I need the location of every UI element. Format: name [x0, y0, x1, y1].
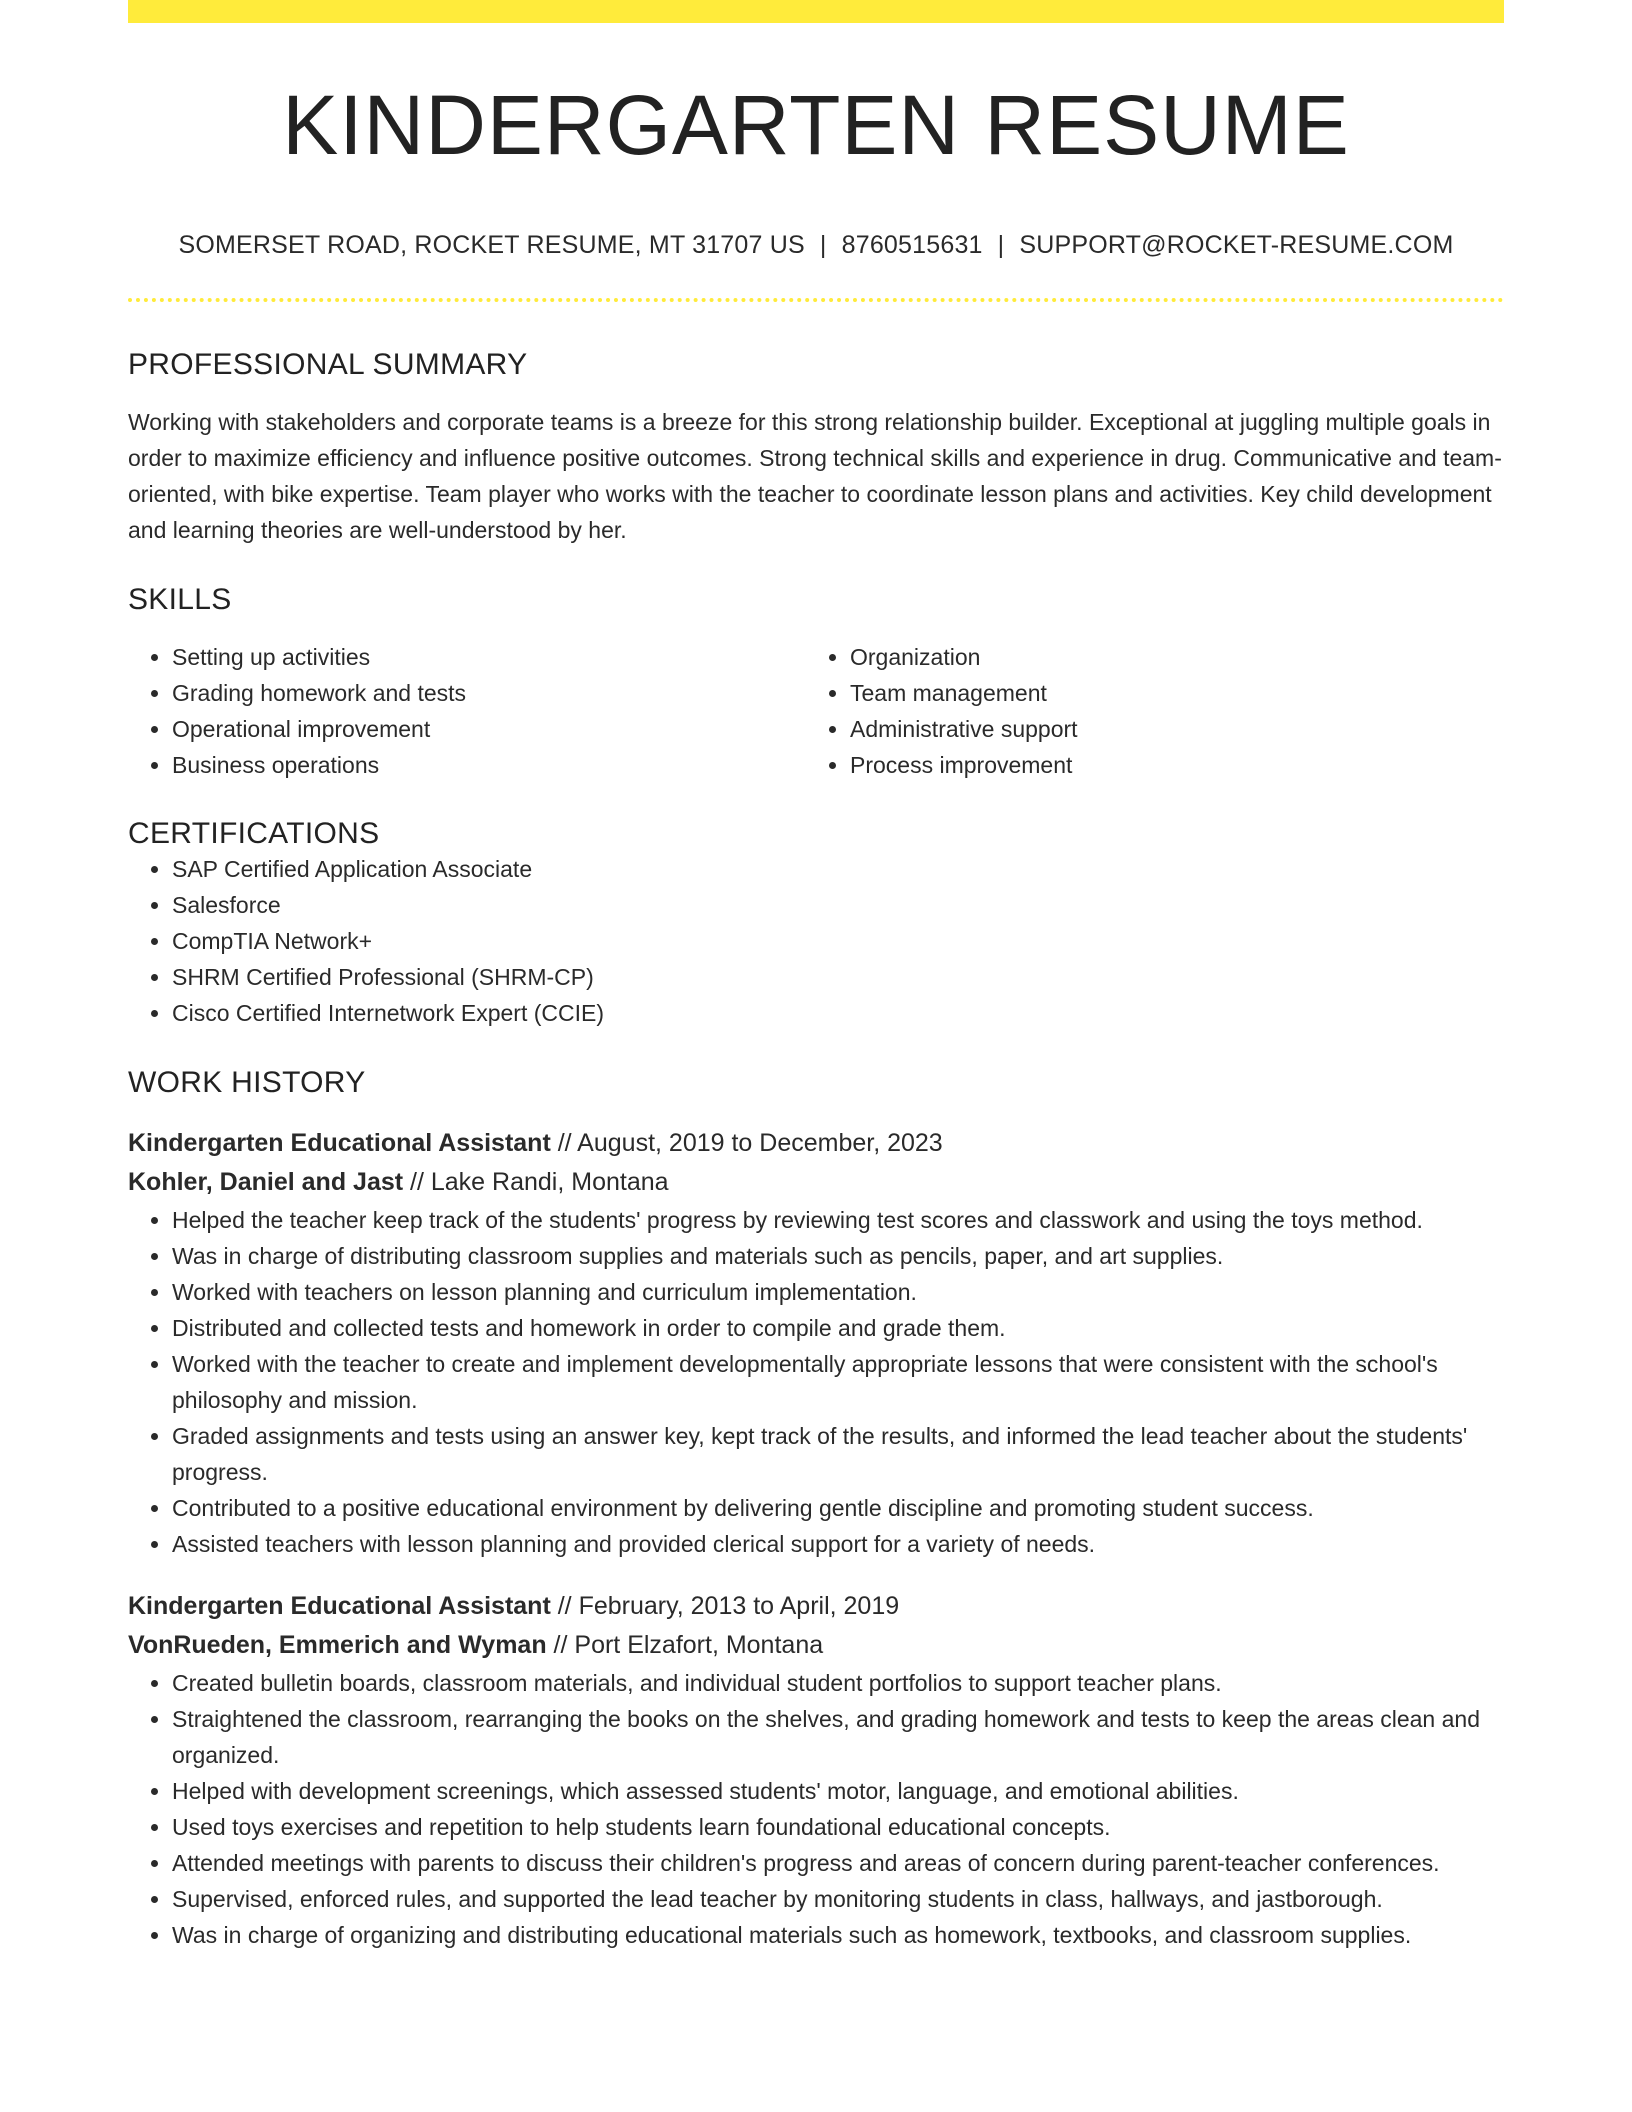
- certification-item: • SAP Certified Application Associate: [172, 851, 1504, 887]
- job-role-line: [128, 1587, 1504, 1626]
- job-duty: • Graded assignments and tests using an answer key, kept track of the results, and informed the lead teacher about the students' progress.: [172, 1418, 1504, 1490]
- resume-page: [128, 0, 1504, 1953]
- work-history-heading: WORK HISTORY: [128, 1066, 366, 1099]
- skills-heading: SKILLS: [128, 583, 232, 616]
- skills-list-left: [128, 639, 806, 783]
- certification-item: • SHRM Certified Professional (SHRM-CP): [172, 959, 1504, 995]
- certifications-list: [128, 851, 1504, 1031]
- job-duty: • Distributed and collected tests and homework in order to compile and grade them.: [172, 1310, 1504, 1346]
- summary-text: Working with stakeholders and corporate teams is a breeze for this strong relationship builder. Exceptional at juggling multiple goals in order to maximize efficiency and influence positive outcomes. Strong technical skills and experience in drug. Communicative and team-oriented, with bike expertise. Team player who works with the teacher to coordinate lesson plans and activities. Key child development and learning theories are well-understood by her.: [128, 409, 1502, 543]
- certifications-heading: CERTIFICATIONS: [128, 817, 380, 850]
- job-location: // Port Elzafort, Montana: [546, 1631, 824, 1659]
- skill-item: • Process improvement: [850, 747, 1484, 783]
- job-duty: • Attended meetings with parents to discuss their children's progress and areas of concern during parent-teacher conferences.: [172, 1845, 1504, 1881]
- job-role: Kindergarten Educational Assistant: [128, 1129, 551, 1157]
- certification-item: • Cisco Certified Internetwork Expert (CCIE): [172, 995, 1504, 1031]
- job-duty: • Contributed to a positive educational environment by delivering gentle discipline and promoting student success.: [172, 1490, 1504, 1526]
- contact-line: [128, 231, 1504, 260]
- job-duty: • Assisted teachers with lesson planning and provided clerical support for a variety of needs.: [172, 1526, 1504, 1562]
- job-company: Kohler, Daniel and Jast: [128, 1168, 404, 1196]
- skills-list-right: [806, 639, 1484, 783]
- job-company-line: [128, 1626, 1504, 1665]
- contact-address: SOMERSET ROAD, ROCKET RESUME, MT 31707 US: [178, 231, 805, 259]
- skill-item: • Administrative support: [850, 711, 1484, 747]
- certification-item: • CompTIA Network+: [172, 923, 1504, 959]
- job-duties-list: [128, 1202, 1504, 1562]
- accent-top-bar: [128, 0, 1504, 23]
- job-dates: // February, 2013 to April, 2019: [550, 1592, 900, 1620]
- job-duty: • Was in charge of distributing classroom supplies and materials such as pencils, paper, and art supplies.: [172, 1238, 1504, 1274]
- job-duty: • Used toys exercises and repetition to help students learn foundational educational concepts.: [172, 1809, 1504, 1845]
- job-duty: • Helped the teacher keep track of the students' progress by reviewing test scores and classwork and using the toys method.: [172, 1202, 1504, 1238]
- skill-item: • Team management: [850, 675, 1484, 711]
- contact-separator: |: [997, 231, 1005, 259]
- summary-heading: PROFESSIONAL SUMMARY: [128, 348, 528, 381]
- job-entry: [128, 1124, 1504, 1562]
- skill-item: • Setting up activities: [172, 639, 806, 675]
- job-duty: • Worked with teachers on lesson planning and curriculum implementation.: [172, 1274, 1504, 1310]
- job-duty: • Helped with development screenings, which assessed students' motor, language, and emotional abilities.: [172, 1773, 1504, 1809]
- skill-item: • Organization: [850, 639, 1484, 675]
- job-duty: • Was in charge of organizing and distributing educational materials such as homework, textbooks, and classroom supplies.: [172, 1917, 1504, 1953]
- contact-email: SUPPORT@ROCKET-RESUME.COM: [1019, 231, 1454, 259]
- job-entry: [128, 1587, 1504, 1953]
- certification-item: • Salesforce: [172, 887, 1504, 923]
- contact-phone: 8760515631: [841, 231, 983, 259]
- job-duties-list: [128, 1665, 1504, 1953]
- skill-item: • Business operations: [172, 747, 806, 783]
- job-duty: • Straightened the classroom, rearranging the books on the shelves, and grading homework and tests to keep the areas clean and organized.: [172, 1701, 1504, 1773]
- job-company-line: [128, 1163, 1504, 1202]
- job-role-line: [128, 1124, 1504, 1163]
- skill-item: • Grading homework and tests: [172, 675, 806, 711]
- job-duty: • Created bulletin boards, classroom materials, and individual student portfolios to support teacher plans.: [172, 1665, 1504, 1701]
- job-location: // Lake Randi, Montana: [403, 1168, 669, 1196]
- job-dates: // August, 2019 to December, 2023: [550, 1129, 943, 1157]
- job-duty: • Supervised, enforced rules, and supported the lead teacher by monitoring students in class, hallways, and jastborough.: [172, 1881, 1504, 1917]
- dotted-divider: [128, 298, 1504, 302]
- skills-grid: [128, 639, 1504, 783]
- job-role: Kindergarten Educational Assistant: [128, 1592, 551, 1620]
- resume-title: KINDERGARTEN RESUME: [282, 78, 1350, 172]
- job-duty: • Worked with the teacher to create and implement developmentally appropriate lessons that were consistent with the school's philosophy and mission.: [172, 1346, 1504, 1418]
- contact-separator: |: [819, 231, 827, 259]
- job-company: VonRueden, Emmerich and Wyman: [128, 1631, 547, 1659]
- skill-item: • Operational improvement: [172, 711, 806, 747]
